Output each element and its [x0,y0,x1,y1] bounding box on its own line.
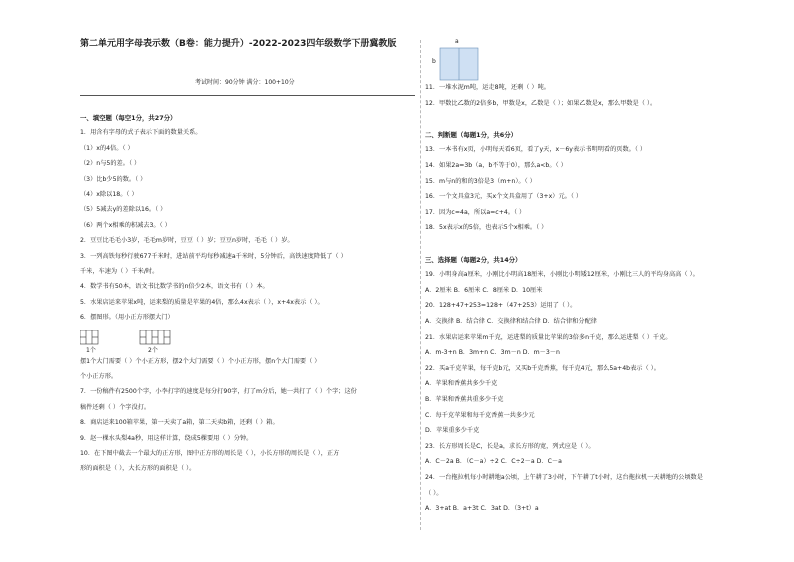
question-line: 24．一台拖拉机每小时耕地a公顷，上午耕了3小时，下午耕了t小时，这台拖拉机一天耕地的公顷数是 [425,474,703,481]
question-line: 稿件还剩（ ）个字没打。 [80,403,151,411]
question-line: （1）x的4倍。（ ） [80,144,134,152]
page-title: 第二单元用字母表示数（B卷：能力提升）-2022-2023四年级数学下册冀教版 [80,39,397,49]
question-line: A．C－2a B．（C－a）÷2 C．C÷2－a D．C－a [425,458,562,466]
question-line: 8．商店运来100箱苹果，第一天卖了a箱，第二天卖b箱，还剩（ ）箱。 [80,419,279,427]
question-line: 4．数学书有50本，语文书比数学书的n倍少2本，语文书有（ ）本。 [80,283,269,291]
question-line: 23．长方形周长是C，长是a，求长方形的宽，列式应是（ ）。 [425,442,595,450]
question-line: 20．128+47+253=128+（47+253）运用了（ ）。 [425,302,577,310]
question-line: A．3+at B．a+3t C．3at D．（3+t）a [425,505,539,513]
question-line: 千米，车速为（ ）千米/时。 [80,268,159,275]
question-line: 18．5x表示x的5倍，也表示5个x相乘。（ ） [425,224,548,232]
question-line: （5）5减去y的差除以16。（ ） [80,206,167,214]
question-line: 14．如果2a=3b（a，b不等于0），那么a<b。（ ） [425,162,567,169]
question-line: 摆1个大门需要（ ）个小正方形，摆2个大门需要（ ）个小正方形，摆n个大门需要（ ） [80,357,321,365]
exam-info: 考试时间：90分钟 满分：100+10分 [195,79,295,86]
question-line: （ ）。 [425,489,443,497]
question-line: D．苹果重多少千克 [425,427,480,435]
question-line: 2．豆豆比毛毛小3岁，毛毛m岁时，豆豆（ ）岁；豆豆n岁时，毛毛（ ）岁。 [80,237,294,245]
question-line: 13．一本书有x页，小明每天看6页，看了y天，x－6y表示书明明看的页数。（ ） [425,146,647,154]
question-line: （3）比b少5的数。（ ） [80,175,147,183]
question-line: 17．因为c=4a，所以a=c+4。（ ） [425,208,526,216]
question-line: （6）两个x相乘的积减去3。（ ） [80,221,171,229]
question-line: 16．一个文具盒3元，买x个文具盒用了（3+x）元。（ ） [425,193,583,201]
question-line: 形的面积是（ ），大长方形的面积是（ ）。 [80,465,196,473]
question-line: A．苹果和香蕉共多少千克 [425,380,498,388]
question-line: 22．买a千克苹果，每千克b元，又买b千克香蕉，每千克4元，那么5a+4b表示（ ）。 [425,364,660,372]
section-heading: 三、选择题（每题2分，共14分） [425,255,522,264]
question-line: C．每千克苹果和每千克香蕉一共多少元 [425,411,535,419]
figure-label-a: a [455,38,459,45]
question-line: （2）n与5的差。（ ） [80,160,141,168]
column-divider [420,40,421,530]
rectangle-figure [437,42,483,82]
question-line: 5．水果店运来苹果x吨，运来梨的质量是苹果的4倍，那么4x表示（ ），x+4x表示（ ）。 [80,298,324,306]
question-line: 12．甲数比乙数的2倍多b，甲数是x，乙数是（ ）；如果乙数是x，那么甲数是（ ）。 [425,99,657,107]
title-rule [80,95,415,96]
question-line: （4）x除以18。（ ） [80,191,138,198]
figure-caption-1: 1个 [86,346,96,354]
question-line: A．m-3+n B．3m+n C．3m－n D．m－3－n [425,349,560,357]
question-line: A．交换律 B．结合律 C．交换律和结合律 D．结合律和分配律 [425,318,597,325]
question-line: 19．小明身高a厘米，小刚比小明高18厘米，小刚比小明矮12厘米，小刚比三人的平均身高高（ ）。 [425,271,699,279]
question-line: A．2厘米 B．6厘米 C．8厘米 D．10厘米 [425,286,543,294]
question-line: 10．在下图中截去一个最大的正方形，图中正方形的周长是（ ），小长方形的周长是（ ），正方 [80,450,340,457]
question-line: 21．水果店运来苹果m千克，运进梨的质量比苹果的3倍多n千克，那么运进梨（ ）千克。 [425,333,672,341]
question-line: 3．一列高铁每秒行驶677千米时，进站前平均每秒减速a千米时，5分钟后，高铁速度降低了（ ） [80,252,347,260]
section-heading: 一、填空题（每空1分，共27分） [80,114,177,122]
question-line: 11．一堆水泥m吨，运走8吨，还剩（ ）吨。 [425,84,550,91]
question-line: 1．用含有字母的式子表示下面的数量关系。 [80,129,202,137]
question-line: 7．一份稿件有2500个字，小李打字的速度是每分打90字，打了m分后，她一共打了（ ）个字；这份 [80,388,357,396]
figure-caption-2: 2个 [148,346,158,354]
question-line: 个小正方形。 [80,373,118,380]
question-line: 15．m与n的和的3倍是3（m+n）。（ ） [425,177,536,185]
section-heading: 二、判断题（每题1分，共6分） [425,130,517,139]
question-line: 9．赵一棵水头梨4a秒，用这样计算，绕成5棵要用（ ）分钟。 [80,434,253,442]
question-line: B．苹果和香蕉共重多少千克 [425,396,504,403]
question-line: 6．摆图形。（用小正方形摆大门） [80,314,174,322]
figure-label-b: b [432,58,436,65]
